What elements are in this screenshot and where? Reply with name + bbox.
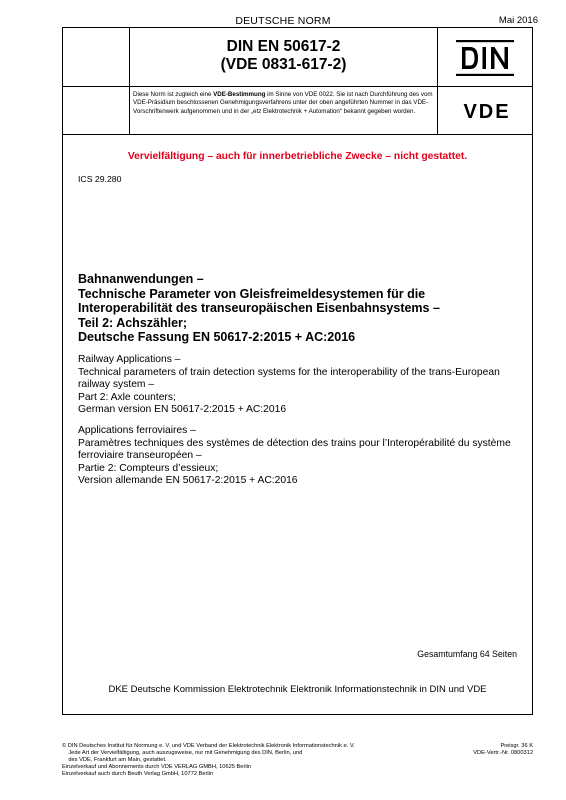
header-title: DEUTSCHE NORM [235,15,331,27]
divider-right [437,27,438,135]
notice-bold: VDE-Bestimmung [213,91,266,98]
french-title-line: Paramètres techniques des systèmes de détection des trains pour l’Interopérabilité du système [78,437,511,449]
vde-notice [133,91,433,116]
dke-line: DKE Deutsche Kommission Elektrotechnik Elektronik Informationstechnik in DIN und VDE [108,684,487,695]
german-title [78,272,518,345]
french-title-line: Partie 2: Compteurs d’essieux; [78,462,219,474]
footer-line: Einzelverkauf und Abonnements durch VDE VERLAG GMBH, 10625 Berlin [62,764,252,770]
price-footer [473,743,533,757]
vde-logo-text: VDE [463,101,511,121]
copyright-footer [62,743,362,778]
din-logo [456,40,514,76]
english-title-line: German version EN 50617-2:2015 + AC:2016 [78,404,287,416]
vde-logo [449,101,525,121]
notice-text-1: Diese Norm ist zugleich eine [133,91,214,98]
english-title [78,354,528,417]
german-title-line: Interoperabilität des transeuropäischen Eisenbahnsystems – [78,301,440,316]
english-title-line: railway system – [78,379,155,391]
french-title-line: Version allemande EN 50617-2:2015 + AC:2016 [78,475,298,487]
publication-date: Mai 2016 [498,15,538,26]
english-title-line: Part 2: Axle counters; [78,391,176,403]
english-title-line: Railway Applications – [78,354,181,365]
footer-line: Einzelverkauf auch durch Beuth Verlag GmbH, 10772 Berlin [62,771,214,777]
german-title-line: Deutsche Fassung EN 50617-2:2015 + AC:2016 [78,330,356,345]
german-title-line: Teil 2: Achszähler; [78,315,188,330]
english-title-line: Technical parameters of train detection systems for the interoperability of the trans-European [78,366,500,378]
french-title-line: ferroviaire transeuropéen – [78,450,202,462]
french-title-line: Applications ferroviaires – [78,425,196,436]
german-title-line: Technische Parameter von Gleisfreimeldesystemen für die [78,286,426,301]
ics-code: ICS 29.280 [78,174,122,184]
notice-text-2: im Sinne von VDE 0022. Sie ist nach Durchführung des vom VDE-Präsidium beschlossenen Genehmigungsverfahrens unter der oben angeführten Nummer in das VDE-Vorschriftenwerk aufgenommen und in der „etz Elektrotechnik + Automation“ bekannt gegeben worden. [133,91,433,115]
price-group: Preisgr. 36 K [500,743,533,749]
din-number: DIN EN 50617-2 [226,38,341,55]
french-title [78,425,528,488]
footer-line: © DIN Deutsches Institut für Normung e. V. und VDE Verband der Elektrotechnik Elektronik Informationstechnik e. V. [62,743,355,749]
vde-contract-number: VDE-Vertr.-Nr. 0800312 [473,750,533,756]
footer-line: des VDE, Frankfurt am Main, gestattet. [62,757,167,763]
page-count: Gesamtumfang 64 Seiten [417,649,517,659]
footer-line: Jede Art der Vervielfältigung, auch auszugsweise, nur mit Genehmigung des DIN, Berlin, und [62,750,303,756]
standard-number [130,38,437,74]
vde-number: (VDE 0831-617-2) [220,56,347,73]
reproduction-warning: Vervielfältigung – auch für innerbetriebliche Zwecke – nicht gestattet. [127,151,468,162]
german-title-line: Bahnanwendungen – [78,272,204,286]
